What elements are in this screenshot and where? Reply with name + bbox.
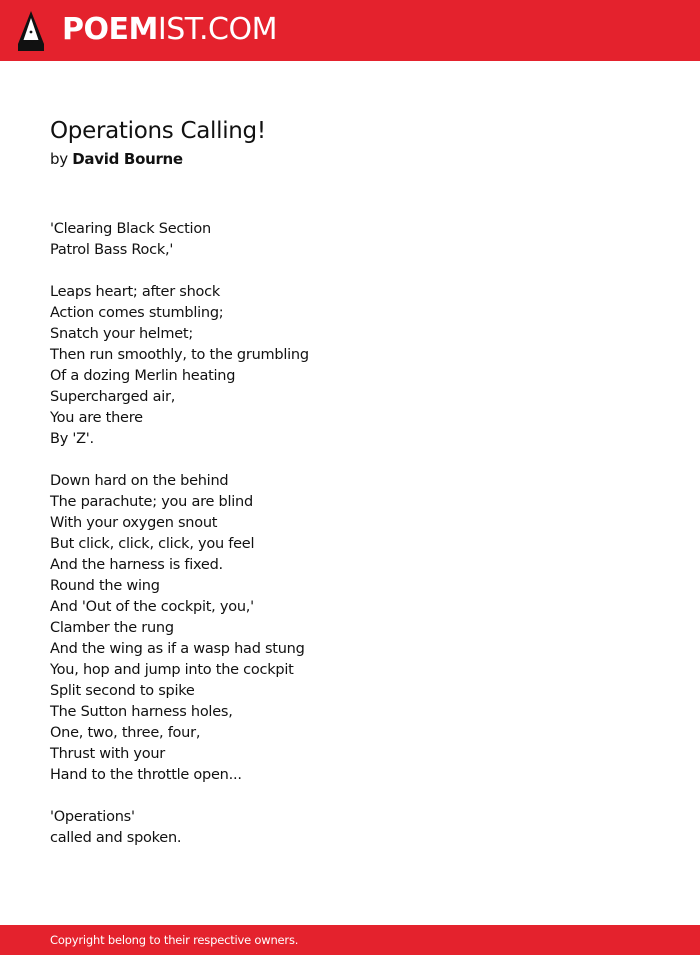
poem-line: The Sutton harness holes, — [50, 704, 233, 720]
poem-body — [50, 219, 309, 849]
stanza — [50, 282, 309, 450]
poem-line: By 'Z'. — [50, 431, 94, 447]
byline — [50, 149, 183, 169]
poem-line: You are there — [50, 410, 143, 426]
poem-line: But click, click, click, you feel — [50, 536, 255, 552]
poem-line: 'Operations' — [50, 809, 135, 825]
poem-line: Patrol Bass Rock,' — [50, 242, 174, 258]
poem-line: Action comes stumbling; — [50, 305, 224, 321]
site-header — [0, 0, 700, 61]
by-prefix: by — [50, 150, 68, 168]
poem-title: Operations Calling! — [50, 118, 266, 144]
poem-line: One, two, three, four, — [50, 725, 201, 741]
copyright-notice: Copyright belong to their respective owners. — [50, 933, 299, 947]
poem-line: The parachute; you are blind — [50, 494, 253, 510]
poem-line: Round the wing — [50, 578, 160, 594]
poem-line: Thrust with your — [50, 746, 166, 762]
poem-line: 'Clearing Black Section — [50, 221, 211, 237]
poem-line: And the wing as if a wasp had stung — [50, 641, 305, 657]
poem-line: And the harness is fixed. — [50, 557, 223, 573]
poem-line: Clamber the rung — [50, 620, 174, 636]
pen-nib-icon[interactable] — [17, 10, 45, 52]
logo-light-text: IST.COM — [157, 12, 277, 47]
site-logo[interactable] — [62, 12, 277, 48]
author-name: David Bourne — [72, 150, 183, 168]
poem-line: Split second to spike — [50, 683, 195, 699]
poem-line: And 'Out of the cockpit, you,' — [50, 599, 254, 615]
poem-line: You, hop and jump into the cockpit — [50, 662, 294, 678]
poem-line: With your oxygen snout — [50, 515, 218, 531]
site-footer — [0, 925, 700, 955]
poem-line: Of a dozing Merlin heating — [50, 368, 236, 384]
poem-line: Supercharged air, — [50, 389, 176, 405]
poem-line: Then run smoothly, to the grumbling — [50, 347, 309, 363]
poem-line: Leaps heart; after shock — [50, 284, 221, 300]
stanza — [50, 471, 309, 786]
stanza — [50, 219, 309, 261]
stanza — [50, 807, 309, 849]
logo-bold-text: POEM — [62, 12, 158, 47]
poem-line: Hand to the throttle open... — [50, 767, 242, 783]
poem-line: called and spoken. — [50, 830, 182, 846]
poem-line: Down hard on the behind — [50, 473, 229, 489]
poem-line: Snatch your helmet; — [50, 326, 193, 342]
